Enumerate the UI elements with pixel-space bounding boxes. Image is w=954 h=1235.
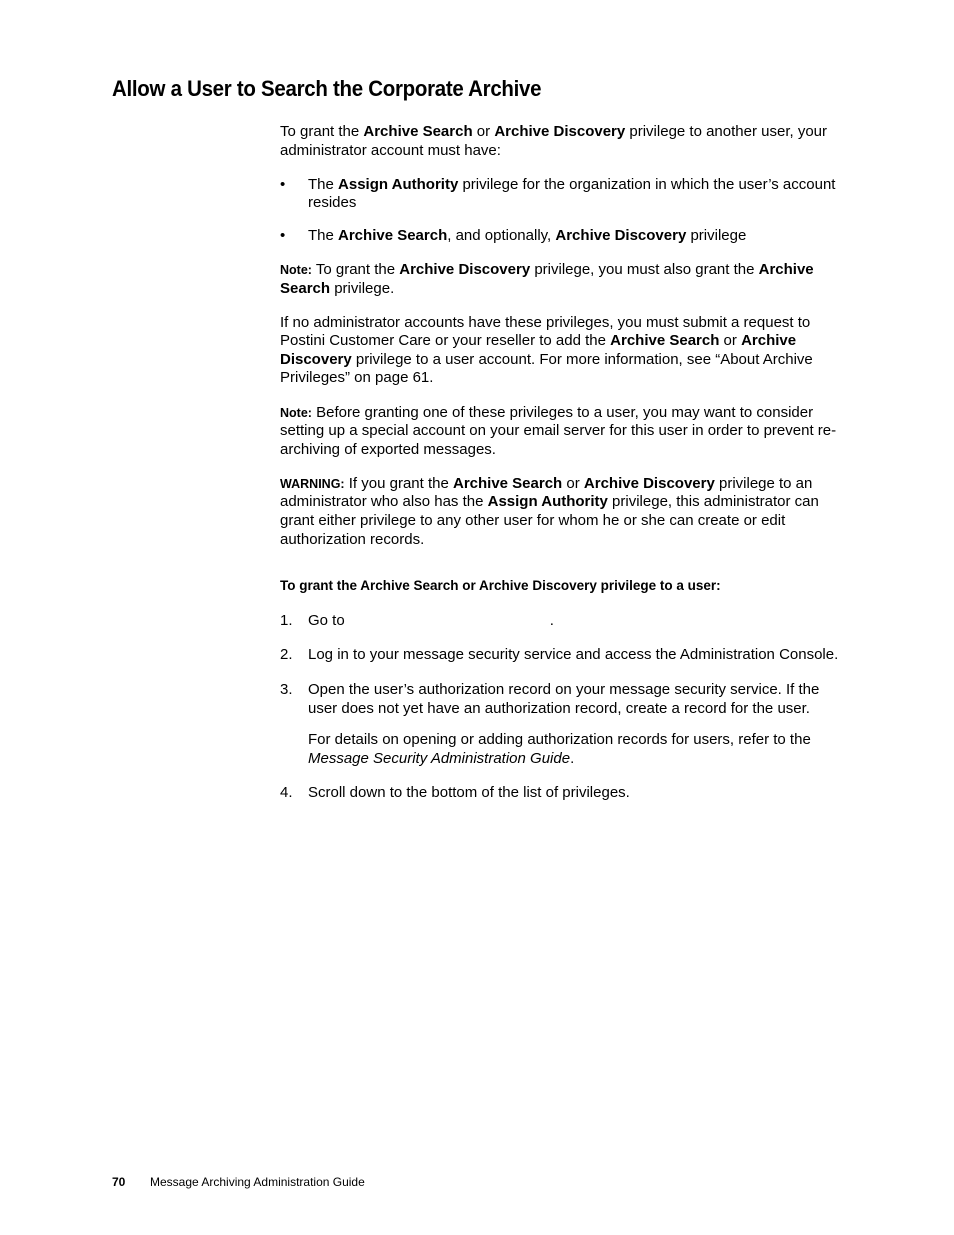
body-content <box>280 123 840 819</box>
note-label: Note: <box>280 262 312 277</box>
guide-reference: Message Security Administration Guide <box>308 749 571 767</box>
note-label: Note: <box>280 405 312 420</box>
procedure-steps <box>280 612 840 803</box>
requirements-list <box>280 176 840 246</box>
warning-label: WARNING: <box>280 476 345 491</box>
page-title: Allow a User to Search the Corporate Archive <box>112 76 542 101</box>
list-item: • The Assign Authority privilege for the organization in which the user’s account resides <box>280 175 836 212</box>
bullet-icon: • <box>280 226 286 244</box>
procedure-heading: To grant the Archive Search or Archive Discovery privilege to a user: <box>280 578 721 594</box>
page-footer <box>112 1175 365 1189</box>
step-item: 4. Scroll down to the bottom of the list of privileges. <box>280 784 630 802</box>
request-paragraph: If no administrator accounts have these privileges, you must submit a request to Postini Customer Care or your reseller to add the Archive Search or Archive Discovery privilege to a user account. For more information, see “About Archive Privileges” on page 61. <box>280 313 813 387</box>
intro-paragraph: To grant the Archive Search or Archive Discovery privilege to another user, your administrator account must have: <box>280 123 828 159</box>
step-item: 3. Open the user’s authorization record on your message security service. If the user does not yet have an authorization record, create a record for the user. For details on opening or adding authorization records for users, refer to the Message Security Administration Guide. <box>280 681 840 768</box>
document-title: Message Archiving Administration Guide <box>150 1175 365 1189</box>
bullet-icon: • <box>280 175 286 193</box>
step-item: 1. Go to . <box>280 611 554 629</box>
page-number: 70 <box>112 1175 126 1189</box>
step-note: For details on opening or adding authorization records for users, refer to the Message Security Administration Guide. <box>308 731 811 767</box>
step-item: 2. Log in to your message security service and access the Administration Console. <box>280 646 839 664</box>
list-item: • The Archive Search, and optionally, Archive Discovery privilege <box>280 226 747 244</box>
warning-paragraph: WARNING: If you grant the Archive Search or Archive Discovery privilege to an administrator who also has the Assign Authority privilege, this administrator can grant either privilege to any other user for whom he or she can create or edit authorization records. <box>280 474 819 548</box>
note-discovery: Note: To grant the Archive Discovery privilege, you must also grant the Archive Search privilege. <box>280 260 814 297</box>
note-special-account: Note: Before granting one of these privileges to a user, you may want to consider setting up a special account on your email server for this user in order to prevent re-archiving of exported messages. <box>280 403 837 458</box>
